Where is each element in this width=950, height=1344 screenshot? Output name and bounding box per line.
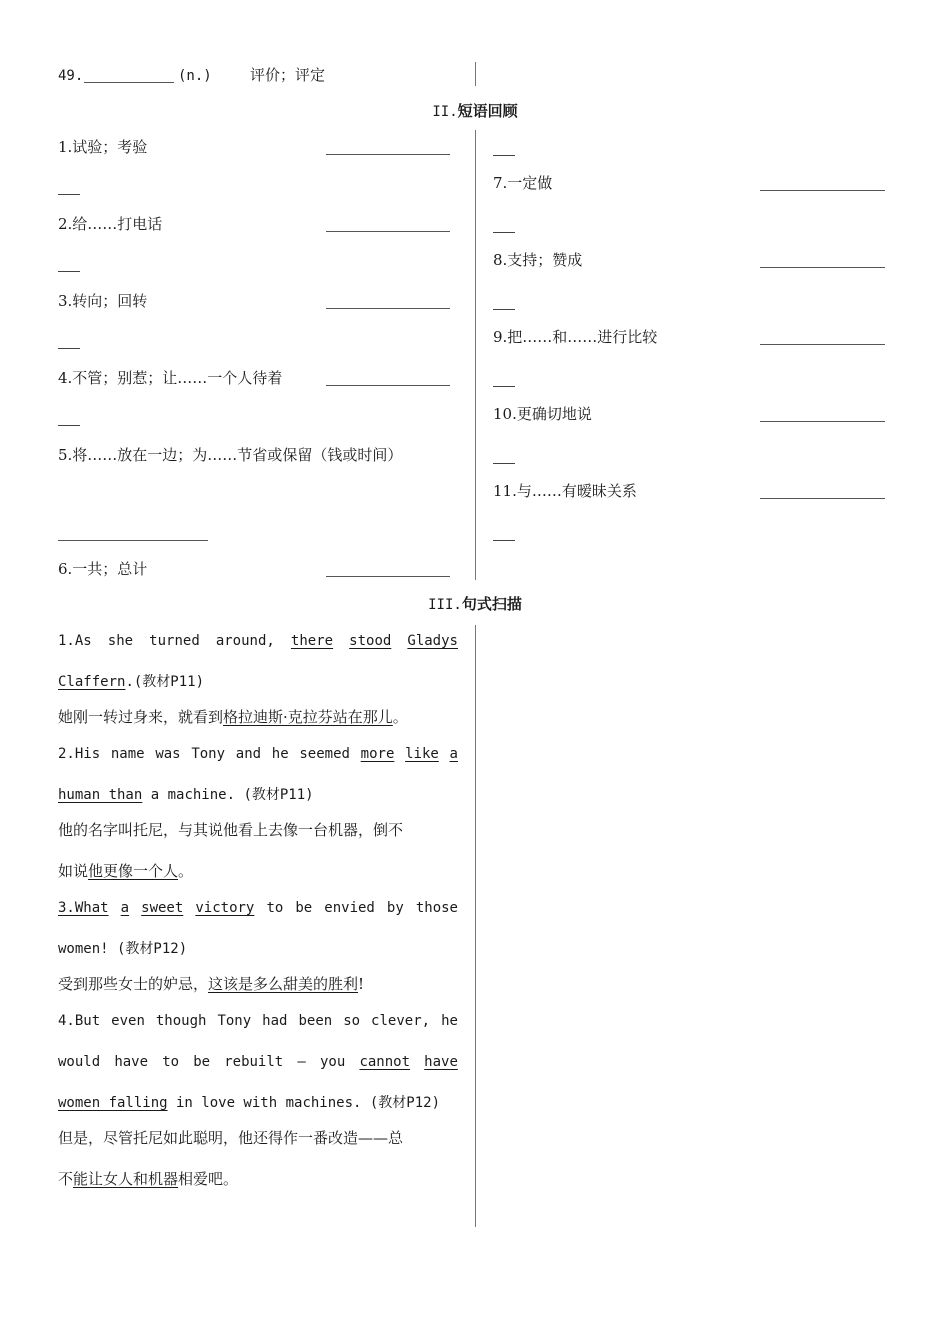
answer-blank[interactable] [760,267,885,268]
phrase-item: 7.一定做 [493,174,553,192]
word: though [155,1013,207,1029]
key-word: victory [195,900,255,916]
translation-text: 不 [58,1170,74,1188]
key-phrase: human than [58,787,143,803]
answer-blank[interactable] [760,421,885,422]
phrase-item: 4.不管；别惹；让……一个人待着 [58,369,283,387]
word: — [297,1054,306,1070]
key-phrase: women falling [58,1095,168,1111]
column-divider [475,130,476,580]
word: even [111,1013,145,1029]
word: would [58,1054,101,1070]
translation-text: 。 [178,862,194,880]
word: had [262,1013,288,1029]
answer-blank[interactable] [326,385,450,386]
translation-line: 他的名字叫托尼，与其说他看上去像一台机器，倒不 [58,821,404,839]
sentence-line [58,1011,458,1031]
answer-blank-tail [493,155,515,156]
word: Tony [217,1013,252,1029]
word: to [162,1054,180,1070]
word: to [266,900,284,916]
answer-blank[interactable] [326,308,450,309]
key-word: stood [349,633,392,649]
sentence-line [58,1052,458,1072]
word: was [155,746,181,762]
word: 1.As [58,633,92,649]
answer-blank[interactable] [760,344,885,345]
word: name [110,746,145,762]
sentence-line [58,898,458,918]
section-heading-sentences [0,594,950,615]
phrase-item: 10.更确切地说 [493,405,592,423]
word: 2.His [58,746,101,762]
translation-text: 相爱吧。 [178,1170,239,1188]
key-translation: 这该是多么甜美的胜利 [208,975,359,993]
sentence-text: a machine. (教材P11) [142,787,314,803]
item-number: 49. [58,68,84,84]
answer-blank[interactable] [326,231,450,232]
translation-line: 但是，尽管托尼如此聪明，他还得作一番改造——总 [58,1129,404,1147]
translation-line [58,861,193,881]
word: envied [324,900,375,916]
key-word: 3.What [58,900,109,916]
word: be [193,1054,211,1070]
item-meaning: 评价；评定 [250,66,326,84]
translation-text: 她刚一转过身来，就看到 [58,708,224,726]
key-word: a [120,900,130,916]
answer-blank-tail [493,540,515,541]
answer-blank-tail [58,348,80,349]
word: be [295,900,313,916]
translation-text: 。 [392,708,408,726]
phrase-item: 8.支持；赞成 [493,251,583,269]
phrase-item: 9.把……和……进行比较 [493,328,658,346]
sentence-line [58,672,204,692]
section-heading-phrases [0,101,950,122]
word: been [298,1013,333,1029]
word: around, [215,633,275,649]
word: have [114,1054,149,1070]
key-phrase: Claffern [58,674,126,690]
answer-blank-tail [493,386,515,387]
key-translation: 格拉迪斯·克拉芬站在那儿 [223,708,393,726]
answer-blank[interactable] [760,190,885,191]
translation-line [58,974,364,994]
word: rebuilt [224,1054,284,1070]
section-roman: II. [432,104,458,120]
answer-blank[interactable] [760,498,885,499]
phrase-item: 3.转向；回转 [58,292,148,310]
answer-blank-tail [58,271,80,272]
section-roman: III. [428,597,462,613]
phrase-item: 2.给……打电话 [58,215,163,233]
word: Tony [191,746,226,762]
translation-line [58,707,408,727]
phrase-item: 5.将……放在一边；为……节省或保留（钱或时间） [58,446,403,464]
answer-blank-tail [493,463,515,464]
column-divider [475,625,476,1227]
phrase-item: 1.试验；考验 [58,138,148,156]
key-word: sweet [141,900,184,916]
word: so [343,1013,361,1029]
key-translation: 能让女人和机器 [73,1170,179,1188]
word: those [415,900,458,916]
translation-line [58,1169,238,1189]
word: and [235,746,262,762]
word: 4.But [58,1013,101,1029]
key-translation: 他更像一个人 [88,862,179,880]
word: by [386,900,404,916]
answer-blank-tail [493,232,515,233]
key-word: have [424,1054,458,1070]
answer-blank-tail [58,425,80,426]
answer-blank[interactable] [58,540,208,541]
answer-blank[interactable] [326,154,450,155]
sentence-line [58,744,458,764]
translation-text: 受到那些女士的妒忌， [58,975,209,993]
sentence-text: .(教材P11) [125,674,205,690]
sentence-line [58,1093,440,1113]
key-word: cannot [359,1054,411,1070]
sentence-line [58,785,314,805]
part-of-speech: (n.) [178,68,212,84]
word: he [271,746,289,762]
answer-blank-tail [58,194,80,195]
word: you [319,1054,346,1070]
column-divider [475,62,476,86]
word: seemed [299,746,350,762]
translation-text: ! [358,975,365,993]
key-word: a [449,746,458,762]
answer-blank[interactable] [84,82,174,83]
answer-blank-tail [493,309,515,310]
phrase-item: 11.与……有暧昧关系 [493,482,637,500]
answer-blank[interactable] [326,576,450,577]
sentence-line [58,631,458,651]
section-title: 句式扫描 [461,595,522,613]
word: turned [149,633,200,649]
section-title: 短语回顾 [457,102,518,120]
word: clever, [371,1013,431,1029]
key-word: more [360,746,395,762]
key-word: like [405,746,439,762]
phrase-item: 6.一共；总计 [58,560,148,578]
sentence-line: women! (教材P12) [58,941,188,957]
sentence-text: in love with machines. (教材P12) [167,1095,441,1111]
word: she [107,633,134,649]
word: he [441,1013,458,1029]
key-word: Gladys [407,633,458,649]
translation-text: 如说 [58,862,89,880]
key-word: there [290,633,334,649]
